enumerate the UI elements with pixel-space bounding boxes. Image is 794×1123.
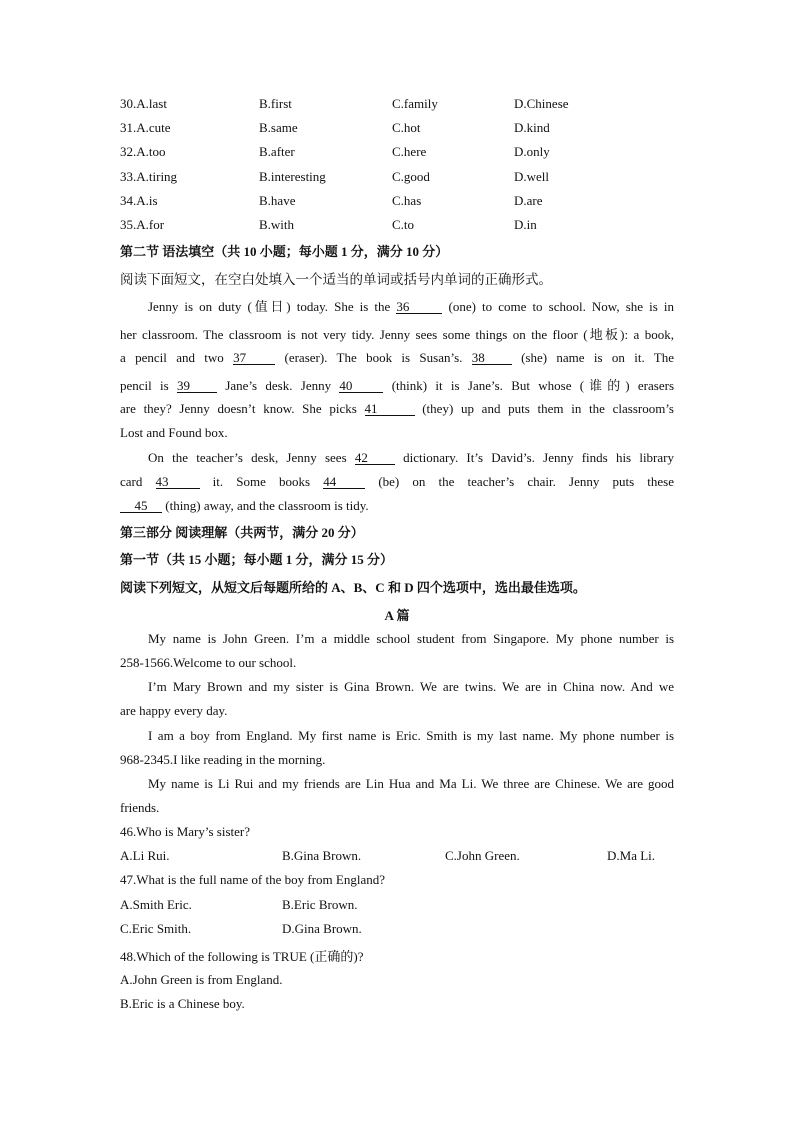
passage-a-line: I’m Mary Brown and my sister is Gina Brown. We are twins. We are in China now. And we [148,679,674,694]
answer-blank-40[interactable]: 40 [339,379,383,393]
passage-line: card 43 it. Some books 44 (be) on the teacher’s chair. Jenny puts these [120,474,674,489]
option-a: 31.A.cute [120,120,171,135]
passage-a-line: are happy every day. [120,703,228,718]
option-b: B.have [259,193,296,208]
option-d: D.only [514,144,550,159]
answer-blank-43[interactable]: 43 [156,475,200,489]
option-d: D.Chinese [514,96,569,111]
answer-blank-45[interactable]: 45 [120,499,162,513]
question-47-stem: 47.What is the full name of the boy from England? [120,872,385,887]
option-d: D.are [514,193,543,208]
question-46-option-b[interactable]: B.Gina Brown. [282,848,362,863]
passage-line: On the teacher’s desk, Jenny sees 42 dictionary. It’s David’s. Jenny finds his library [148,450,674,465]
option-d: D.well [514,169,550,184]
part3-section1-heading: 第一节（共 15 小题；每小题 1 分，满分 15 分） [120,552,394,567]
question-46-stem: 46.Who is Mary’s sister? [120,824,250,839]
passage-a-line: My name is John Green. I’m a middle school student from Singapore. My phone number is [148,631,674,646]
option-d: D.in [514,217,537,232]
passage-a-line: I am a boy from England. My first name is Eric. Smith is my last name. My phone number is [148,728,674,743]
option-c: C.family [392,96,438,111]
question-48-option-a[interactable]: A.John Green is from England. [120,972,283,987]
option-c: C.good [392,169,430,184]
options-row-30 [120,96,680,116]
question-48-option-b[interactable]: B.Eric is a Chinese boy. [120,996,245,1011]
option-b: B.same [259,120,298,135]
option-b: B.first [259,96,292,111]
options-row-32 [120,144,680,164]
answer-blank-36[interactable]: 36 [396,300,442,314]
option-c: C.has [392,193,422,208]
options-row-35 [120,217,680,237]
option-b: B.after [259,144,295,159]
option-a: 34.A.is [120,193,158,208]
option-a: 33.A.tiring [120,169,178,184]
question-47-option-d[interactable]: D.Gina Brown. [282,921,362,936]
passage-a-title: A 篇 [384,608,410,623]
answer-blank-42[interactable]: 42 [355,451,395,465]
answer-blank-39[interactable]: 39 [177,379,217,393]
passage-a-line: My name is Li Rui and my friends are Lin Hua and Ma Li. We three are Chinese. We are good [148,776,674,791]
answer-blank-38[interactable]: 38 [472,351,512,365]
passage-line: Jenny is on duty (值日) today. She is the 36 (one) to come to school. Now, she is in [148,299,674,314]
option-b: B.interesting [259,169,326,184]
question-47-option-c[interactable]: C.Eric Smith. [120,921,192,936]
option-d: D.kind [514,120,550,135]
passage-a-line: 968-2345.I like reading in the morning. [120,752,326,767]
passage-a-line: 258-1566.Welcome to our school. [120,655,297,670]
question-46-option-a[interactable]: A.Li Rui. [120,848,170,863]
question-46-option-c[interactable]: C.John Green. [445,848,520,863]
answer-blank-41[interactable]: 41 [365,402,415,416]
question-46-option-d[interactable]: D.Ma Li. [607,848,656,863]
passage-line: are they? Jenny doesn’t know. She picks 41 (they) up and puts them in the classroom’s [120,401,674,416]
options-row-33 [120,169,680,189]
option-c: C.here [392,144,427,159]
options-row-34 [120,193,680,213]
option-a: 32.A.too [120,144,166,159]
part3-heading: 第三部分 阅读理解（共两节，满分 20 分） [120,525,364,540]
answer-blank-44[interactable]: 44 [323,475,365,489]
question-47-option-b[interactable]: B.Eric Brown. [282,897,358,912]
passage-line: pencil is 39 Jane’s desk. Jenny 40 (think) it is Jane’s. But whose (谁的) erasers [120,378,674,393]
passage-line: 45 (thing) away, and the classroom is tidy. [120,498,369,514]
passage-line: Lost and Found box. [120,425,228,440]
option-c: C.to [392,217,415,232]
answer-blank-37[interactable]: 37 [233,351,275,365]
passage-a-line: friends. [120,800,160,815]
option-b: B.with [259,217,295,232]
passage-line: a pencil and two 37 (eraser). The book is Susan’s. 38 (she) name is on it. The [120,350,675,365]
section2-instruction: 阅读下面短文，在空白处填入一个适当的单词或括号内单词的正确形式。 [120,272,552,287]
options-row-31 [120,120,680,140]
option-a: 30.A.last [120,96,167,111]
part3-instruction: 阅读下列短文，从短文后每题所给的 A、B、C 和 D 四个选项中，选出最佳选项。 [120,580,586,595]
option-a: 35.A.for [120,217,165,232]
section2-heading: 第二节 语法填空（共 10 小题；每小题 1 分，满分 10 分） [120,244,449,259]
question-47-option-a[interactable]: A.Smith Eric. [120,897,192,912]
option-c: C.hot [392,120,421,135]
passage-line: her classroom. The classroom is not very tidy. Jenny sees some things on the floor (地板): a book, [120,327,674,342]
question-48-stem: 48.Which of the following is TRUE (正确的)? [120,949,364,964]
